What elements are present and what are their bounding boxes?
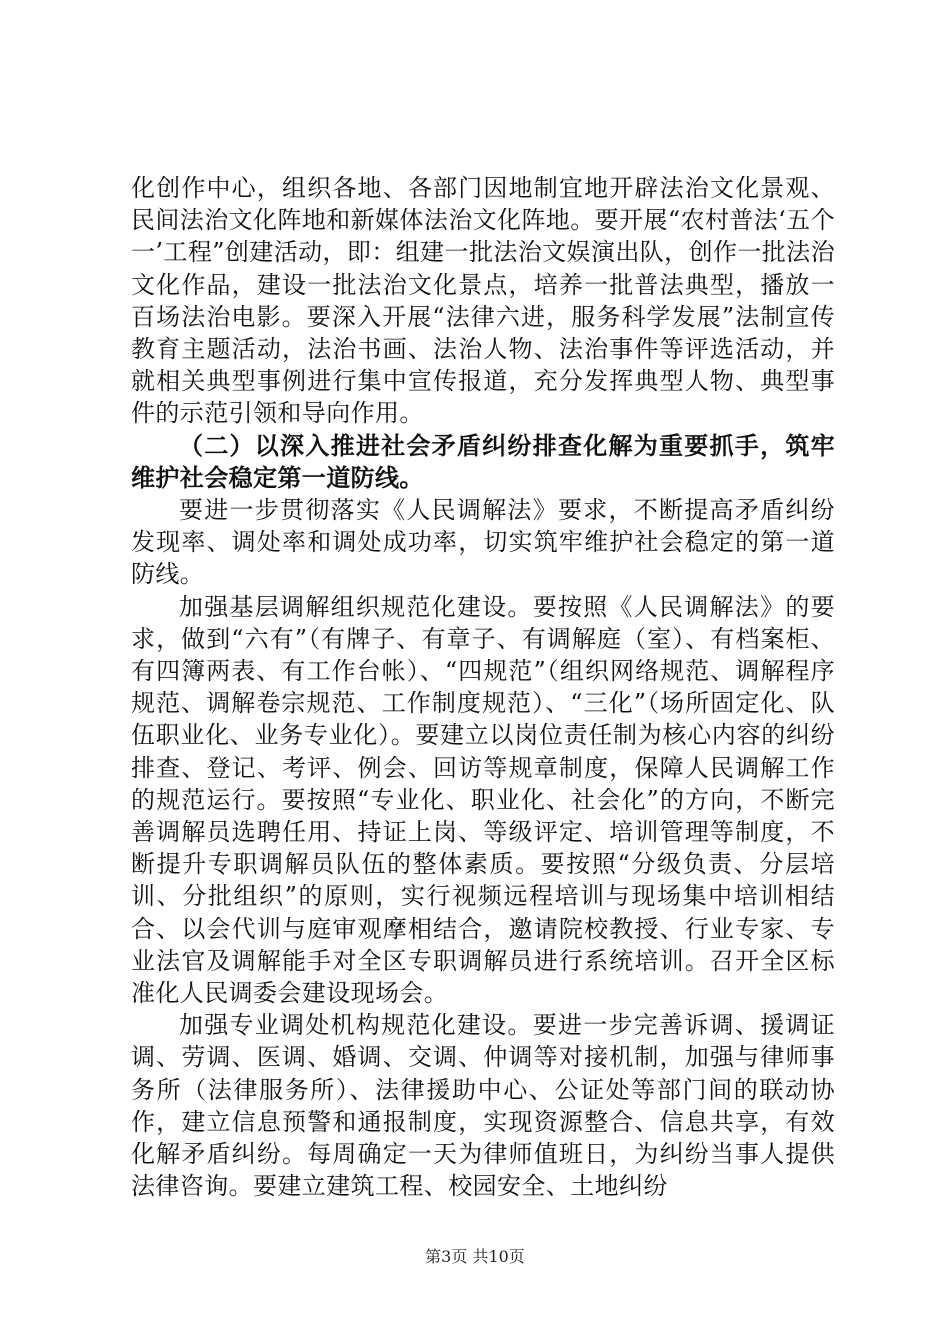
document-body (131, 172, 835, 1203)
paragraph-professional-mediation: 加强专业调处机构规范化建设。要进一步完善诉调、援调证调、劳调、医调、婚调、交调、仲调等对接机制，加强与律师事务所（法律服务所）、法律援助中心、公证处等部门间的联动协作，建立信息预警和通报制度，实现资源整合、信息共享，有效化解矛盾纠纷。每周确定一天为律师值班日，为纠纷当事人提供法律咨询。要建立建筑工程、校园安全、土地纠纷 (131, 1011, 835, 1201)
section-heading: （二）以深入推进社会矛盾纠纷排查化解为重要抓手，筑牢维护社会稳定第一道防线。 (131, 431, 835, 492)
paragraph-continuation: 化创作中心，组织各地、各部门因地制宜地开辟法治文化景观、民间法治文化阵地和新媒体法治文化阵地。要开展“农村普法‘五个一’工程”创建活动，即：组建一批法治文娱演出队，创作一批法治文化作品，建设一批法治文化景点，培养一批普法典型，播放一百场法治电影。要深入开展“法律六进，服务科学发展”法制宣传教育主题活动，法治书画、法治人物、法治事件等评选活动，并就相关典型事例进行集中宣传报道，充分发挥典型人物、典型事件的示范引领和导向作用。 (131, 174, 835, 428)
paragraph-intro: 要进一步贯彻落实《人民调解法》要求，不断提高矛盾纠纷发现率、调处率和调处成功率，切实筑牢维护社会稳定的第一道防线。 (131, 496, 835, 589)
page-footer: 第3页 共10页 (425, 1247, 525, 1266)
paragraph-grassroots-mediation: 加强基层调解组织规范化建设。要按照《人民调解法》的要求，做到“六有”（有牌子、有章子、有调解庭（室）、有档案柜、有四簿两表、有工作台帐）、“四规范”（组织网络规范、调解程序规范、调解卷宗规范、工作制度规范）、“三化”（场所固定化、队伍职业化、业务专业化）。要建立以岗位责任制为核心内容的纠纷排查、登记、考评、例会、回访等规章制度，保障人民调解工作的规范运行。要按照“专业化、职业化、社会化”的方向，不断完善调解员选聘任用、持证上岗、等级评定、培训管理等制度，不断提升专职调解员队伍的整体素质。要按照“分级负责、分层培训、分批组织”的原则，实行视频远程培训与现场集中培训相结合、以会代训与庭审观摩相结合，邀请院校教授、行业专家、专业法官及调解能手对全区专职调解员进行系统培训。召开全区标准化人民调委会建设现场会。 (131, 592, 835, 1008)
